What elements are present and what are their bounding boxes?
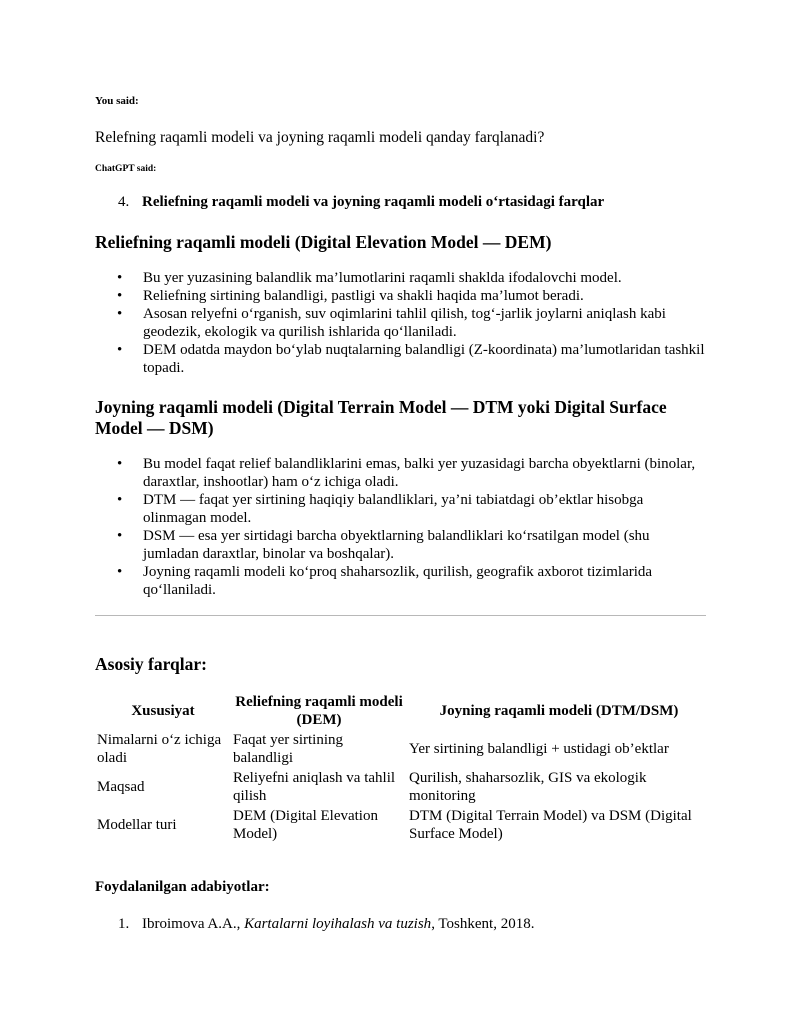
reference-details: , Toshkent, 2018.: [431, 916, 535, 932]
dem-heading: Reliefning raqamli modeli (Digital Elevation Model — DEM): [95, 232, 552, 252]
dem-bullet-list: [95, 269, 705, 377]
list-item: • DEM odatda maydon bo‘ylab nuqtalarning balandligi (Z-koordinata) ma’lumotlaridan tashkil topadi.: [95, 341, 705, 377]
dtm-heading: Joyning raqamli modeli (Digital Terrain Model — DTM yoki Digital Surface Model — DSM): [95, 397, 667, 438]
table-cell: Maqsad: [97, 779, 145, 795]
column-header: Xususiyat: [131, 703, 195, 719]
user-label: You said:: [95, 95, 139, 107]
table-row: [95, 768, 711, 806]
list-item: • Asosan relyefni o‘rganish, suv oqimlarini tahlil qilish, tog‘-jarlik joylarni aniqlash kabi geodezik, ekologik va qurilish ishlarida qo‘llaniladi.: [95, 305, 705, 341]
table-cell: Yer sirtining balandligi + ustidagi ob’ektlar: [409, 741, 669, 757]
table-cell: DEM (Digital Elevation Model): [233, 808, 378, 842]
answer-list-item: [118, 194, 605, 211]
table-cell: Nimalarni o‘z ichiga oladi: [97, 732, 222, 766]
list-item: • Joyning raqamli modeli ko‘proq shaharsozlik, qurilish, geografik axborot tizimlarida qo‘llaniladi.: [95, 563, 705, 599]
table-cell: DTM (Digital Terrain Model) va DSM (Digital Surface Model): [409, 808, 692, 842]
assistant-label: ChatGPT said:: [95, 164, 157, 174]
reference-title: Kartalarni loyihalash va tuzish: [244, 916, 432, 932]
column-header: Joyning raqamli modeli (DTM/DSM): [439, 703, 679, 719]
list-item: • DTM — faqat yer sirtining haqiqiy balandliklari, ya’ni tabiatdagi ob’ektlar hisobga olinmagan model.: [95, 491, 705, 527]
list-item: • Reliefning sirtining balandligi, pastligi va shakli haqida ma’lumot beradi.: [95, 287, 705, 305]
table-row: [95, 806, 711, 844]
references-heading: Foydalanilgan adabiyotlar:: [95, 879, 270, 895]
list-item-heading: Reliefning raqamli modeli va joyning raqamli modeli o‘rtasidagi farqlar: [142, 194, 605, 210]
table-cell: Qurilish, shaharsozlik, GIS va ekologik monitoring: [409, 770, 647, 804]
reference-text: [142, 916, 534, 933]
reference-author: Ibroimova A.A.,: [142, 916, 241, 932]
list-number: 1.: [118, 916, 130, 932]
table-cell: Faqat yer sirtining balandligi: [233, 732, 343, 766]
comparison-table: [95, 692, 711, 844]
dtm-bullet-list: [95, 455, 705, 599]
table-cell: Reliyefni aniqlash va tahlil qilish: [233, 770, 396, 804]
list-number: 4.: [118, 194, 130, 210]
horizontal-divider: [95, 615, 706, 616]
table-row: [95, 730, 711, 768]
table-cell: Modellar turi: [97, 817, 177, 833]
list-item: • Bu model faqat relief balandliklarini emas, balki yer yuzasidagi barcha obyektlarni (binolar, daraxtlar, inshootlar) ham o‘z ichiga oladi.: [95, 455, 705, 491]
column-header: Reliefning raqamli modeli (DEM): [235, 694, 403, 728]
list-item: • DSM — esa yer sirtidagi barcha obyektlarning balandliklari ko‘rsatilgan model (shu jumladan daraxtlar, binolar va boshqalar).: [95, 527, 705, 563]
list-item: • Bu yer yuzasining balandlik ma’lumotlarini raqamli shaklda ifodalovchi model.: [95, 269, 705, 287]
table-header-row: [95, 692, 711, 730]
differences-heading: Asosiy farqlar:: [95, 654, 207, 674]
reference-item: [118, 916, 535, 933]
user-message: Relefning raqamli modeli va joyning raqamli modeli qanday farqlanadi?: [95, 129, 545, 146]
